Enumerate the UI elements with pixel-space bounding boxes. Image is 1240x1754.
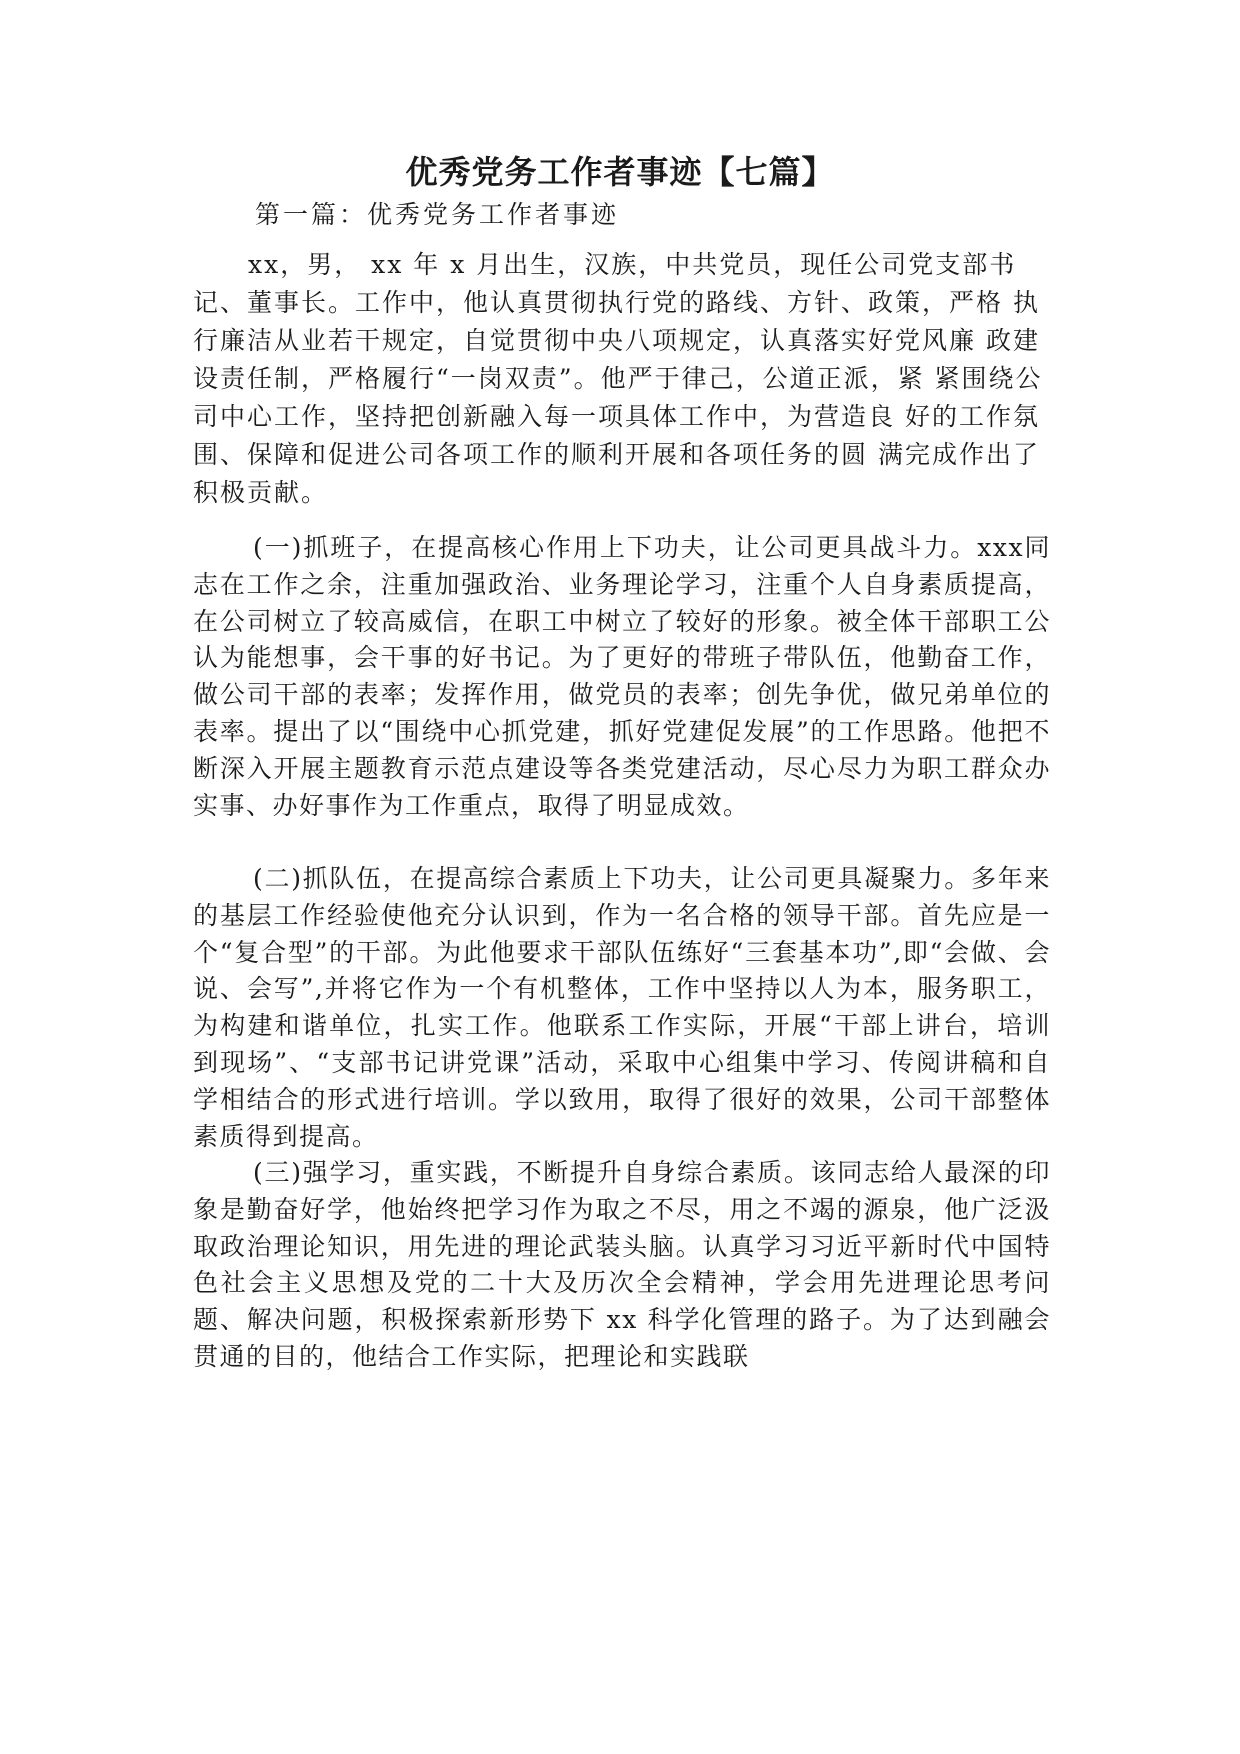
section-paragraph-3: (三)强学习，重实践，不断提升自身综合素质。该同志给人最深的印象是勤奋好学，他始终把学习作为取之不尽，用之不竭的源泉，他广泛汲取政治理论知识，用先进的理论武装头脑。认真学习习近平新时代中国特色社会主义思想及党的二十大及历次全会精神，学会用先进理论思考问题、解决问题，积极探索新形势下 xx 科学化管理的路子。为了达到融会贯通的目的，他结合工作实际，把理论和实践联 xyxy=(193,1158,1051,1371)
chapter-heading: 第一篇：优秀党务工作者事迹 xyxy=(255,200,620,229)
section-paragraph-2: (二)抓队伍，在提高综合素质上下功夫，让公司更具凝聚力。多年来的基层工作经验使他充分认识到，作为一名合格的领导干部。首先应是一个“复合型”的干部。为此他要求干部队伍练好“三套基本功”,即“会做、会说、会写”,并将它作为一个有机整体，工作中坚持以人为本，服务职工，为构建和谐单位，扎实工作。他联系工作实际，开展“干部上讲台，培训到现场”、“支部书记讲党课”活动，采取中心组集中学习、传阅讲稿和自学相结合的形式进行培训。学以致用，取得了很好的效果，公司干部整体素质得到提高。 xyxy=(193,864,1051,1151)
document-title: 优秀党务工作者事迹【七篇】 xyxy=(405,153,835,191)
section-paragraph-1: (一)抓班子，在提高核心作用上下功夫，让公司更具战斗力。xxx同志在工作之余，注重加强政治、业务理论学习，注重个人自身素质提高，在公司树立了较高威信，在职工中树立了较好的形象。被全体干部职工公认为能想事，会干事的好书记。为了更好的带班子带队伍，他勤奋工作，做公司干部的表率；发挥作用，做党员的表率；创先争优，做兄弟单位的表率。提出了以“围绕中心抓党建，抓好党建促发展”的工作思路。他把不断深入开展主题教育示范点建设等各类党建活动，尽心尽力为职工群众办实事、办好事作为工作重点，取得了明显成效。 xyxy=(193,533,1051,820)
intro-paragraph: xx，男， xx 年 x 月出生，汉族，中共党员，现任公司党支部书 记、董事长。工作中，他认真贯彻执行党的路线、方针、政策，严格 执行廉洁从业若干规定，自觉贯彻中央八项规定，认真落实好党风廉 政建设责任制，严格履行“一岗双责”。他严于律己，公道正派，紧 紧围绕公司中心工作，坚持把创新融入每一项具体工作中，为营造良 好的工作氛围、保障和促进公司各项工作的顺利开展和各项任务的圆 满完成作出了积极贡献。 xyxy=(193,250,1043,507)
section-3-container xyxy=(193,1155,1051,1377)
